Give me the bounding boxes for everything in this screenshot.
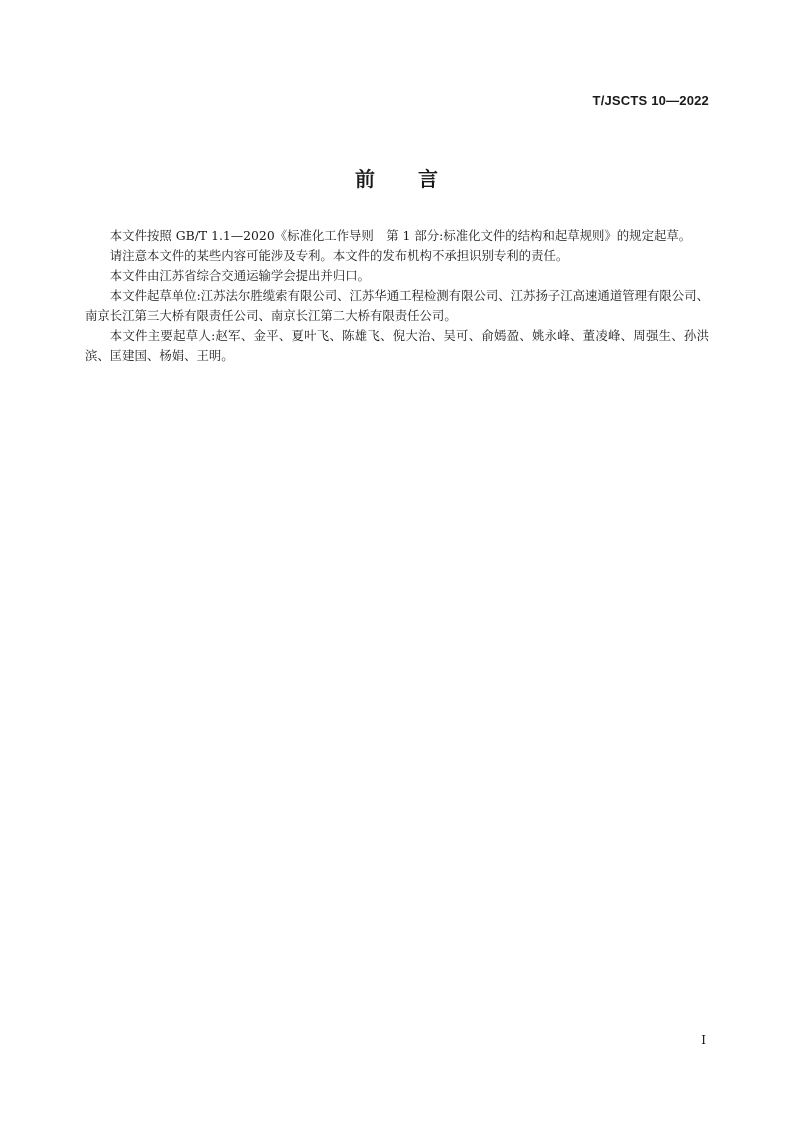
paragraph-drafting-rules: 本文件按照 GB/T 1.1—2020《标准化工作导则 第 1 部分:标准化文件的结构和起草规则》的规定起草。 [109,228,692,243]
paragraph-proposer: 本文件由江苏省综合交通运输学会提出并归口。 [109,268,370,283]
document-code: T/JSCTS 10—2022 [592,93,709,108]
page-title: 前 言 [355,167,438,191]
paragraph-drafting-units: 本文件起草单位:江苏法尔胜缆索有限公司、江苏华通工程检测有限公司、江苏扬子江高速通道管理有限公司、南京长江第三大桥有限责任公司、南京长江第二大桥有限责任公司。 [85,288,709,323]
paragraph-patent-notice: 请注意本文件的某些内容可能涉及专利。本文件的发布机构不承担识别专利的责任。 [109,248,569,263]
foreword-body [85,226,709,366]
paragraph-drafters: 本文件主要起草人:赵军、金平、夏叶飞、陈雄飞、倪大治、吴可、俞嫣盈、姚永峰、董凌峰、周强生、孙洪滨、匡建国、杨娟、王明。 [85,328,709,363]
page-number: I [701,1033,706,1047]
